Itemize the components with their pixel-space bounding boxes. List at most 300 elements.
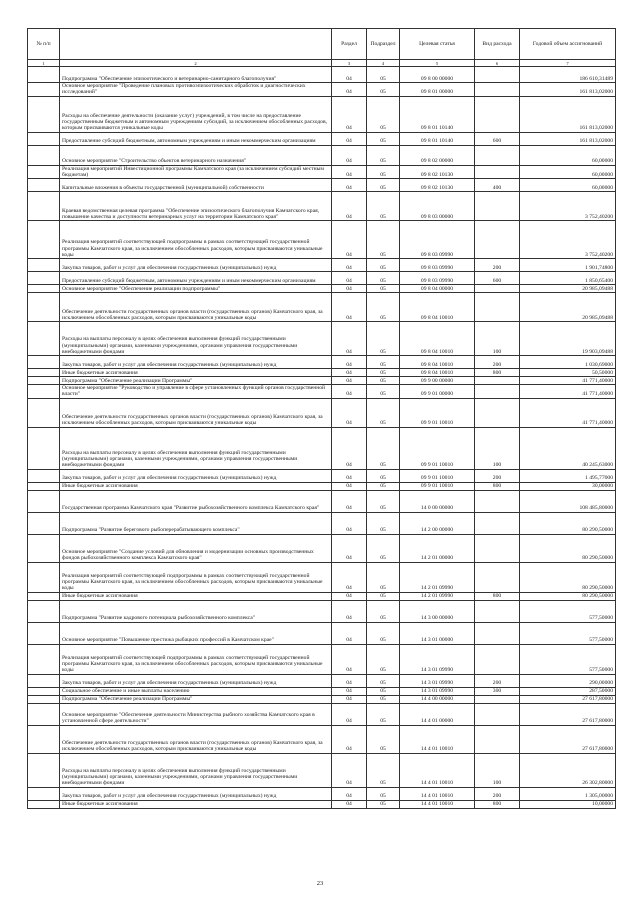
row-amount-cell: 161 813,02000 [520,96,616,132]
row-target-article-cell: 09 8 02 10130 [400,179,475,192]
row-razdel-cell: 04 [332,490,367,512]
row-expense-type-cell: 800 [475,592,520,600]
row-name-cell: Подпрограмма "Развитие берегового рыбоперерабатывающего комплекса" [60,512,332,534]
table-row [28,221,616,259]
row-amount-cell: 19 903,09488 [520,322,616,356]
table-row [28,83,616,97]
row-number-cell [28,385,60,399]
row-razdel-cell: 04 [332,427,367,469]
row-amount-cell: 26 302,80000 [520,753,616,787]
row-number-cell [28,293,60,322]
table-body [28,67,616,809]
row-expense-type-cell [475,96,520,132]
row-razdel-cell: 04 [332,787,367,800]
row-name-cell: Социальное обеспечение и иные выплаты населению [60,687,332,695]
row-expense-type-cell [475,67,520,83]
row-target-article-cell: 09 8 01 00000 [400,83,475,97]
page-number: 23 [316,880,324,887]
row-number-cell [28,145,60,165]
table-row [28,800,616,808]
row-razdel-cell: 04 [332,800,367,808]
row-razdel-cell: 04 [332,356,367,369]
row-expense-type-cell: 800 [475,369,520,377]
table-row [28,285,616,293]
row-target-article-cell: 09 8 03 00000 [400,192,475,221]
row-target-article-cell: 14 2 01 09990 [400,562,475,592]
table-row [28,132,616,145]
table-row [28,385,616,399]
column-number: 6 [475,60,520,67]
row-podrazdel-cell: 05 [367,398,400,427]
row-razdel-cell: 04 [332,398,367,427]
row-razdel-cell: 04 [332,592,367,600]
row-name-cell: Реализация мероприятий Инвестиционной программы Камчатского края (за исключением субсидий местным бюджетам) [60,165,332,179]
row-podrazdel-cell: 05 [367,272,400,285]
row-expense-type-cell [475,145,520,165]
row-amount-cell: 41 771,40000 [520,385,616,399]
row-name-cell: Основное мероприятие "Обеспечение реализации подпрограммы" [60,285,332,293]
row-name-cell: Обеспечение деятельности государственных органов власти (государственных органов) Камчатского края, за исключением обособленных расходов, которым присваиваются уникальные коды [60,725,332,753]
row-target-article-cell: 09 9 01 10010 [400,398,475,427]
table-row [28,622,616,644]
row-amount-cell: 3 752,40200 [520,221,616,259]
row-expense-type-cell [475,534,520,562]
row-target-article-cell: 14 3 01 09990 [400,644,475,674]
row-podrazdel-cell: 05 [367,293,400,322]
row-amount-cell: 290,00000 [520,674,616,687]
row-target-article-cell: 09 8 04 10010 [400,356,475,369]
row-razdel-cell: 04 [332,600,367,622]
row-number-cell [28,469,60,482]
row-number-cell [28,165,60,179]
row-number-cell [28,753,60,787]
row-name-cell: Основное мероприятие "Строительство объектов ветеринарного назначения" [60,145,332,165]
row-podrazdel-cell: 05 [367,490,400,512]
row-name-cell: Краевая ведомственная целевая программа "Обеспечение эпизоотического благополучия Камчатского края, повышение качества и доступности ветеринарных услуг на территории Камчатского края" [60,192,332,221]
table-row [28,369,616,377]
table-row [28,179,616,192]
row-number-cell [28,398,60,427]
row-number-cell [28,179,60,192]
header-podrazdel: Подраздел [367,29,400,60]
row-expense-type-cell [475,285,520,293]
row-podrazdel-cell: 05 [367,179,400,192]
row-expense-type-cell [475,725,520,753]
row-podrazdel-cell: 05 [367,725,400,753]
row-target-article-cell: 14 2 00 00000 [400,512,475,534]
row-podrazdel-cell: 05 [367,132,400,145]
row-razdel-cell: 04 [332,96,367,132]
table-row [28,725,616,753]
row-amount-cell: 80 290,50000 [520,592,616,600]
row-expense-type-cell [475,512,520,534]
row-razdel-cell: 04 [332,674,367,687]
row-expense-type-cell: 800 [475,482,520,490]
row-number-cell [28,512,60,534]
table-row [28,674,616,687]
row-razdel-cell: 04 [332,221,367,259]
row-name-cell: Основное мероприятие "Повышение престижа рыбацких профессий в Камчатском крае" [60,622,332,644]
row-amount-cell: 1 030,69000 [520,356,616,369]
row-amount-cell: 1 901,74800 [520,259,616,272]
row-expense-type-cell [475,695,520,703]
table-row [28,562,616,592]
table-row [28,398,616,427]
row-amount-cell: 577,50000 [520,600,616,622]
row-podrazdel-cell: 05 [367,165,400,179]
row-amount-cell: 20 985,09488 [520,285,616,293]
row-razdel-cell: 04 [332,165,367,179]
row-target-article-cell: 09 8 02 00000 [400,145,475,165]
header-name [60,29,332,60]
row-razdel-cell: 04 [332,293,367,322]
row-amount-cell: 1 850,65400 [520,272,616,285]
row-podrazdel-cell: 05 [367,622,400,644]
row-podrazdel-cell: 05 [367,221,400,259]
row-name-cell: Основное мероприятие "Создание условий для обновления и модернизации основных производственных фондов рыбохозяйственного комплекса Камчатского края" [60,534,332,562]
row-expense-type-cell [475,622,520,644]
row-number-cell [28,622,60,644]
table-row [28,644,616,674]
column-numbers-row [28,60,616,67]
row-target-article-cell: 14 4 01 10010 [400,800,475,808]
table-row [28,377,616,385]
row-number-cell [28,695,60,703]
row-name-cell: Государственная программа Камчатского края "Развитие рыбохозяйственного комплекса Камчатского края" [60,490,332,512]
row-razdel-cell: 04 [332,83,367,97]
row-podrazdel-cell: 05 [367,687,400,695]
row-podrazdel-cell: 05 [367,145,400,165]
row-amount-cell: 30,00000 [520,482,616,490]
table-row [28,687,616,695]
row-target-article-cell: 14 4 00 00000 [400,695,475,703]
row-amount-cell: 27 617,80000 [520,725,616,753]
row-number-cell [28,259,60,272]
header-target-article: Целевая статья [400,29,475,60]
row-name-cell: Закупка товаров, работ и услуг для обеспечения государственных (муниципальных) нужд [60,674,332,687]
row-amount-cell: 10,00000 [520,800,616,808]
row-target-article-cell: 14 4 01 10010 [400,787,475,800]
row-name-cell: Иные бюджетные ассигнования [60,482,332,490]
row-target-article-cell: 09 8 02 10130 [400,165,475,179]
row-razdel-cell: 04 [332,272,367,285]
row-name-cell: Реализация мероприятий соответствующей подпрограммы в рамках соответствующей государственной программы Камчатского края, за исключением обособленных расходов, которым присваиваются уникальные коды [60,644,332,674]
row-podrazdel-cell: 05 [367,753,400,787]
row-podrazdel-cell: 05 [367,562,400,592]
row-expense-type-cell: 100 [475,322,520,356]
row-name-cell: Расходы на выплаты персоналу в целях обеспечения выполнения функций государственными (муниципальными) органами, казенными учреждениями, органами управления государственными внебюджетными фондами [60,322,332,356]
row-number-cell [28,427,60,469]
row-number-cell [28,562,60,592]
row-amount-cell: 41 771,40000 [520,398,616,427]
budget-table [27,28,616,809]
row-amount-cell: 60,00000 [520,179,616,192]
row-number-cell [28,322,60,356]
row-name-cell: Реализация мероприятий соответствующей подпрограммы в рамках соответствующей государственной программы Камчатского края, за исключением обособленных расходов, которым присваиваются уникальные коды [60,562,332,592]
row-number-cell [28,687,60,695]
row-number-cell [28,534,60,562]
row-razdel-cell: 04 [332,259,367,272]
row-expense-type-cell [475,644,520,674]
row-target-article-cell: 14 3 01 09990 [400,674,475,687]
row-razdel-cell: 04 [332,67,367,83]
row-podrazdel-cell: 05 [367,482,400,490]
row-name-cell: Расходы на обеспечение деятельности (оказание услуг) учреждений, в том числе на предоставление государственным бюджетным и автономным учреждениям субсидий, за исключением обособленных расходов, которым присваиваются уникальные коды [60,96,332,132]
row-amount-cell: 27 617,80000 [520,703,616,725]
row-amount-cell: 577,50000 [520,644,616,674]
row-razdel-cell: 04 [332,192,367,221]
row-number-cell [28,674,60,687]
column-number: 2 [60,60,332,67]
table-row [28,787,616,800]
row-podrazdel-cell: 05 [367,67,400,83]
row-name-cell: Иные бюджетные ассигнования [60,592,332,600]
header-num: № п/п [28,29,60,60]
row-expense-type-cell: 100 [475,427,520,469]
row-amount-cell: 1 305,00000 [520,787,616,800]
row-razdel-cell: 04 [332,482,367,490]
column-number: 3 [332,60,367,67]
row-expense-type-cell: 200 [475,356,520,369]
row-razdel-cell: 04 [332,644,367,674]
row-number-cell [28,490,60,512]
header-razdel: Раздел [332,29,367,60]
table-row [28,695,616,703]
row-podrazdel-cell: 05 [367,192,400,221]
table-header [28,29,616,60]
row-target-article-cell: 09 8 03 09990 [400,272,475,285]
row-amount-cell: 80 290,50000 [520,562,616,592]
row-podrazdel-cell: 05 [367,369,400,377]
row-number-cell [28,703,60,725]
row-target-article-cell: 09 9 00 00000 [400,377,475,385]
row-podrazdel-cell: 05 [367,534,400,562]
row-number-cell [28,272,60,285]
row-target-article-cell: 09 8 01 10140 [400,132,475,145]
row-name-cell: Капитальные вложения в объекты государственной (муниципальной) собственности [60,179,332,192]
table-row [28,703,616,725]
table-row [28,272,616,285]
row-expense-type-cell [475,385,520,399]
row-target-article-cell: 14 2 01 00000 [400,534,475,562]
row-podrazdel-cell: 05 [367,83,400,97]
row-expense-type-cell: 200 [475,787,520,800]
row-target-article-cell: 09 9 01 00000 [400,385,475,399]
row-expense-type-cell [475,165,520,179]
row-expense-type-cell: 600 [475,272,520,285]
row-expense-type-cell [475,377,520,385]
row-podrazdel-cell: 05 [367,787,400,800]
row-target-article-cell: 09 9 01 10010 [400,469,475,482]
row-expense-type-cell [475,221,520,259]
row-expense-type-cell [475,562,520,592]
table-row [28,165,616,179]
row-name-cell: Подпрограмма "Обеспечение реализации Программы" [60,695,332,703]
row-amount-cell: 186 610,31489 [520,67,616,83]
row-amount-cell: 108 485,80000 [520,490,616,512]
row-number-cell [28,221,60,259]
row-expense-type-cell [475,293,520,322]
row-expense-type-cell: 200 [475,259,520,272]
row-target-article-cell: 14 3 01 00000 [400,622,475,644]
row-target-article-cell: 09 8 04 10010 [400,322,475,356]
row-podrazdel-cell: 05 [367,285,400,293]
row-amount-cell: 161 813,02000 [520,132,616,145]
row-razdel-cell: 04 [332,703,367,725]
row-amount-cell: 80 290,50000 [520,512,616,534]
row-number-cell [28,369,60,377]
row-expense-type-cell [475,703,520,725]
row-expense-type-cell [475,192,520,221]
row-podrazdel-cell: 05 [367,259,400,272]
row-target-article-cell: 14 4 01 00000 [400,703,475,725]
table-row [28,293,616,322]
row-podrazdel-cell: 05 [367,674,400,687]
row-razdel-cell: 04 [332,534,367,562]
table-row [28,145,616,165]
row-target-article-cell: 14 3 01 09990 [400,687,475,695]
row-razdel-cell: 04 [332,377,367,385]
row-podrazdel-cell: 05 [367,385,400,399]
row-number-cell [28,787,60,800]
row-name-cell: Закупка товаров, работ и услуг для обеспечения государственных (муниципальных) нужд [60,356,332,369]
row-number-cell [28,96,60,132]
row-podrazdel-cell: 05 [367,96,400,132]
row-podrazdel-cell: 05 [367,427,400,469]
column-number: 7 [520,60,616,67]
table-row [28,322,616,356]
row-name-cell: Подпрограмма "Развитие кадрового потенциала рыбохозяйственного комплекса" [60,600,332,622]
row-expense-type-cell: 600 [475,132,520,145]
row-target-article-cell: 14 0 00 00000 [400,490,475,512]
row-number-cell [28,482,60,490]
row-razdel-cell: 04 [332,622,367,644]
row-name-cell: Основное мероприятие "Проведение плановых противоэпизоотических обработок и диагностических исследований" [60,83,332,97]
row-number-cell [28,725,60,753]
row-target-article-cell: 09 9 01 10010 [400,427,475,469]
row-name-cell: Иные бюджетные ассигнования [60,800,332,808]
row-name-cell: Подпрограмма "Обеспечение эпизоотического и ветеринарно-санитарного благополучия" [60,67,332,83]
table-row [28,67,616,83]
row-expense-type-cell: 400 [475,179,520,192]
row-razdel-cell: 04 [332,687,367,695]
row-name-cell: Обеспечение деятельности государственных органов власти (государственных органов) Камчатского края, за исключением обособленных расходов, которым присваиваются уникальные коды [60,293,332,322]
row-podrazdel-cell: 05 [367,695,400,703]
row-name-cell: Предоставление субсидий бюджетным, автономным учреждениям и иным некоммерческим организациям [60,132,332,145]
row-razdel-cell: 04 [332,132,367,145]
row-target-article-cell: 14 4 01 10010 [400,753,475,787]
row-expense-type-cell: 200 [475,674,520,687]
row-amount-cell: 27 617,80000 [520,695,616,703]
table-row [28,600,616,622]
row-razdel-cell: 04 [332,469,367,482]
row-name-cell: Основное мероприятие "Руководство и управление в сфере установленных функций органов государственной власти" [60,385,332,399]
row-amount-cell: 41 771,40000 [520,377,616,385]
row-amount-cell: 60,00000 [520,165,616,179]
row-podrazdel-cell: 05 [367,592,400,600]
row-podrazdel-cell: 05 [367,800,400,808]
row-name-cell: Реализация мероприятий соответствующей подпрограммы в рамках соответствующей государственной программы Камчатского края, за исключением обособленных расходов, которым присваиваются уникальные коды [60,221,332,259]
row-number-cell [28,132,60,145]
row-name-cell: Расходы на выплаты персоналу в целях обеспечения выполнения функций государственными (муниципальными) органами, казенными учреждениями, органами управления государственными внебюджетными фондами [60,427,332,469]
table-row [28,490,616,512]
row-name-cell: Предоставление субсидий бюджетным, автономным учреждениям и иным некоммерческим организациям [60,272,332,285]
row-name-cell: Подпрограмма "Обеспечение реализации Программы" [60,377,332,385]
row-razdel-cell: 04 [332,562,367,592]
row-amount-cell: 3 752,40200 [520,192,616,221]
row-target-article-cell: 14 3 00 00000 [400,600,475,622]
row-name-cell: Закупка товаров, работ и услуг для обеспечения государственных (муниципальных) нужд [60,469,332,482]
row-expense-type-cell [475,398,520,427]
row-amount-cell: 40 245,63000 [520,427,616,469]
row-expense-type-cell: 100 [475,753,520,787]
row-target-article-cell: 09 8 03 09990 [400,221,475,259]
row-amount-cell: 60,00000 [520,145,616,165]
row-target-article-cell: 09 8 03 09990 [400,259,475,272]
row-name-cell: Закупка товаров, работ и услуг для обеспечения государственных (муниципальных) нужд [60,259,332,272]
table-row [28,592,616,600]
row-number-cell [28,83,60,97]
row-target-article-cell: 09 8 04 10010 [400,293,475,322]
table-row [28,482,616,490]
row-target-article-cell: 09 8 04 10010 [400,369,475,377]
row-number-cell [28,377,60,385]
row-amount-cell: 80 290,50000 [520,534,616,562]
table-row [28,192,616,221]
row-razdel-cell: 04 [332,145,367,165]
row-name-cell: Закупка товаров, работ и услуг для обеспечения государственных (муниципальных) нужд [60,787,332,800]
table-row [28,534,616,562]
row-target-article-cell: 14 4 01 10010 [400,725,475,753]
row-razdel-cell: 04 [332,695,367,703]
header-annual-amount: Годовой объем ассигнований [520,29,616,60]
header-expense-type: Вид расхода [475,29,520,60]
row-razdel-cell: 04 [332,753,367,787]
table-row [28,753,616,787]
row-number-cell [28,800,60,808]
row-target-article-cell: 09 9 01 10010 [400,482,475,490]
row-target-article-cell: 09 8 04 00000 [400,285,475,293]
row-razdel-cell: 04 [332,512,367,534]
row-number-cell [28,356,60,369]
row-podrazdel-cell: 05 [367,512,400,534]
row-name-cell: Расходы на выплаты персоналу в целях обеспечения выполнения функций государственными (муниципальными) органами, казенными учреждениями, органами управления государственными внебюджетными фондами [60,753,332,787]
table-row [28,427,616,469]
row-amount-cell: 287,50000 [520,687,616,695]
row-podrazdel-cell: 05 [367,377,400,385]
row-target-article-cell: 14 2 01 09990 [400,592,475,600]
row-number-cell [28,644,60,674]
table-row [28,356,616,369]
row-razdel-cell: 04 [332,385,367,399]
column-number: 1 [28,60,60,67]
table-row [28,469,616,482]
row-amount-cell: 50,50000 [520,369,616,377]
row-number-cell [28,67,60,83]
row-razdel-cell: 04 [332,369,367,377]
row-podrazdel-cell: 05 [367,703,400,725]
row-amount-cell: 20 985,09488 [520,293,616,322]
row-name-cell: Иные бюджетные ассигнования [60,369,332,377]
row-razdel-cell: 04 [332,322,367,356]
table-row [28,512,616,534]
row-amount-cell: 577,50000 [520,622,616,644]
row-podrazdel-cell: 05 [367,322,400,356]
row-target-article-cell: 09 8 00 00000 [400,67,475,83]
row-razdel-cell: 04 [332,179,367,192]
row-podrazdel-cell: 05 [367,644,400,674]
row-podrazdel-cell: 05 [367,356,400,369]
